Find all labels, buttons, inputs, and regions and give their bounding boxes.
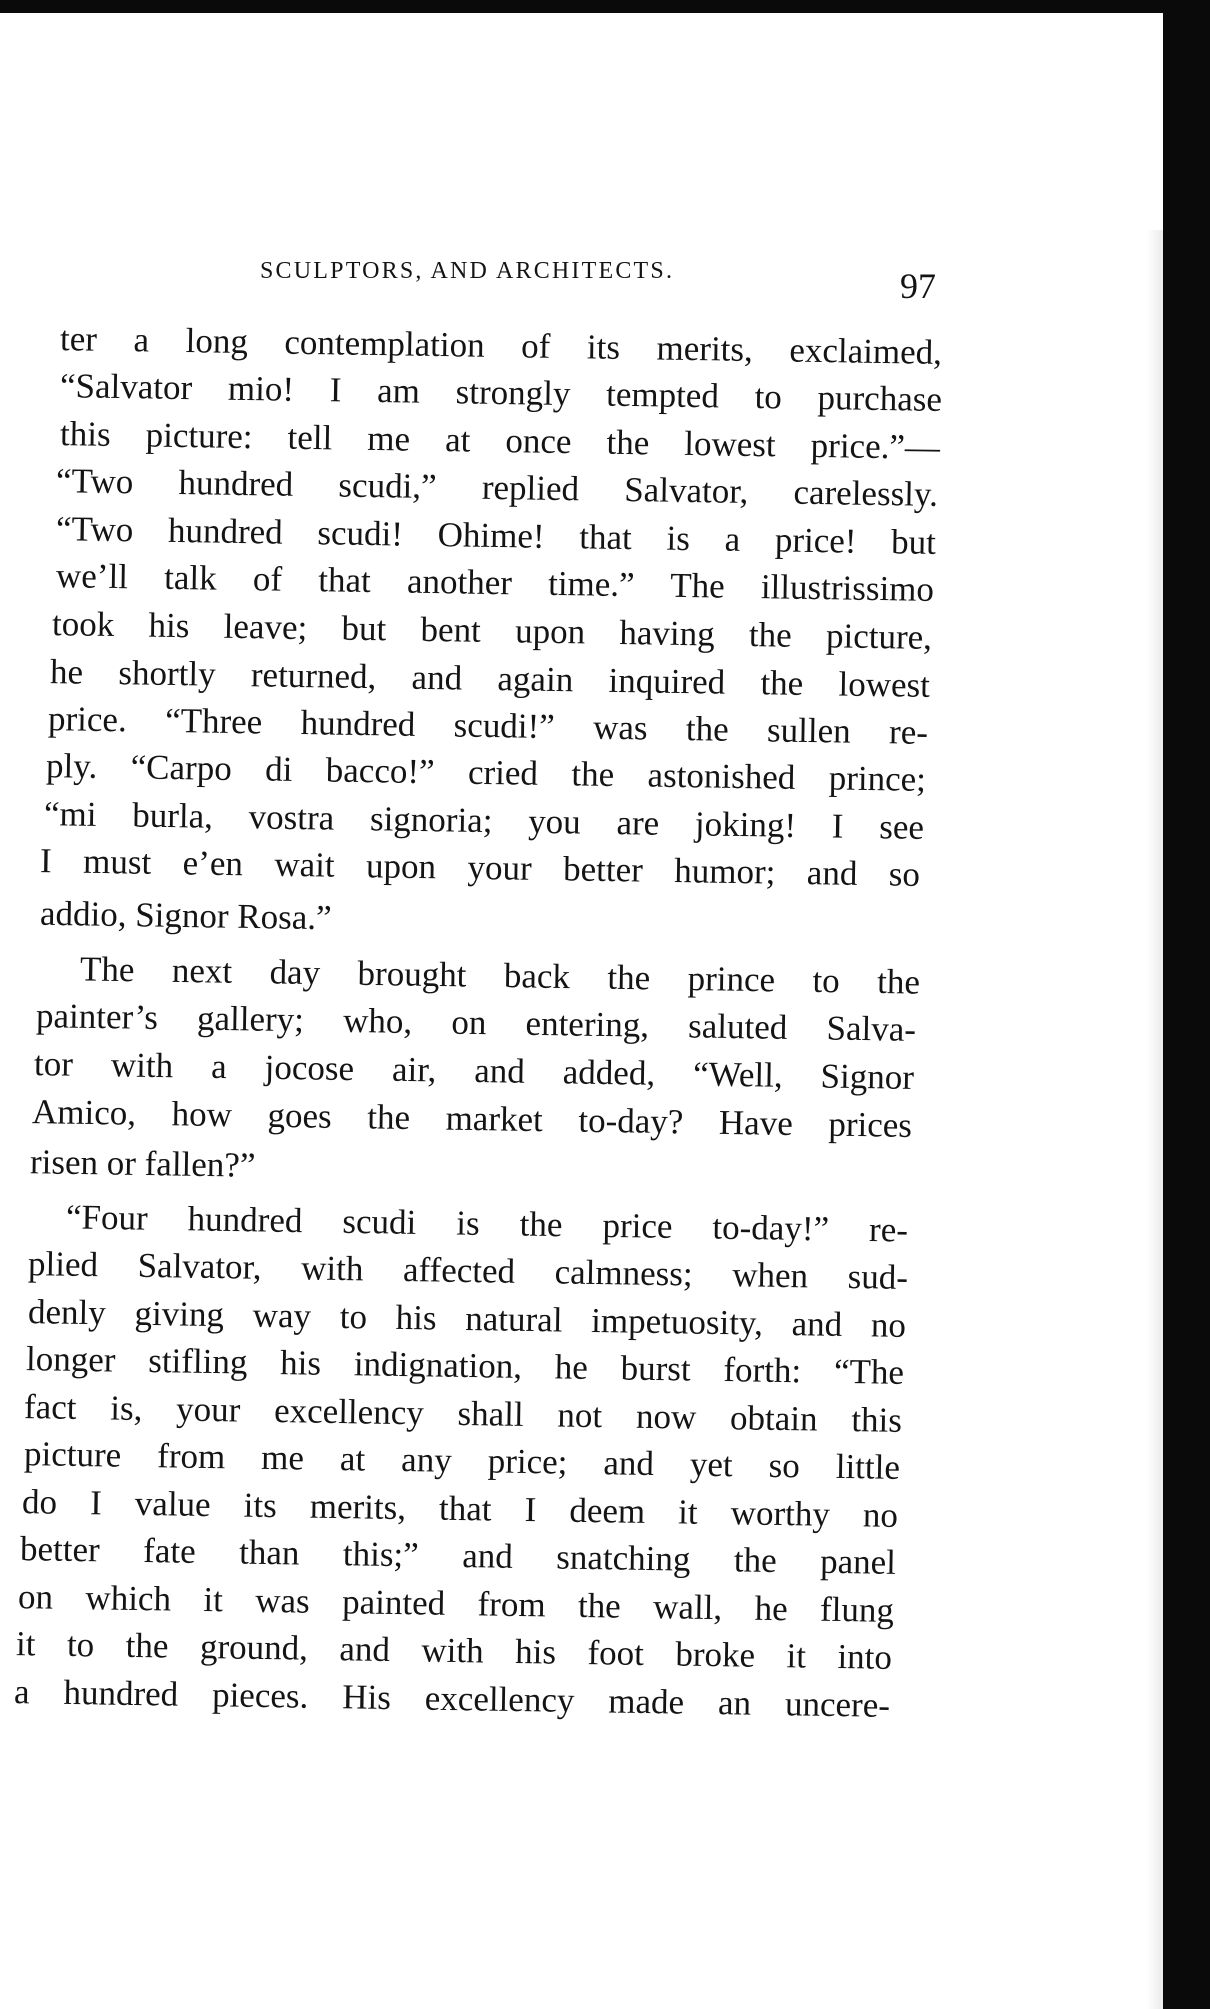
text-line: took his leave; but bent upon having the picture, [51,604,933,657]
scan-border-top [0,0,1210,13]
text-line: The next day brought back the prince to the [79,949,921,1002]
text-line: denly giving way to his natural impetuosity, and no [27,1292,907,1345]
page-number: 97 [900,266,936,306]
running-head: SCULPTORS, AND ARCHITECTS. [260,258,675,284]
text-line: better fate than this;” and snatching the panel [19,1529,897,1582]
text-line: Amico, how goes the market to-day? Have prices [31,1092,913,1145]
text-line: “Two hundred scudi,” replied Salvator, carelessly. [55,461,939,514]
text-line: addio, Signor Rosa.” [39,893,332,938]
text-line: he shortly returned, and again inquired the lowest [49,652,931,705]
text-line: we’ll talk of that another time.” The illustrissimo [55,556,935,609]
text-line: “Salvator mio! I am strongly tempted to purchase [59,366,943,419]
text-line: on which it was painted from the wall, he flung [17,1577,895,1630]
text-line: “Two hundred scudi! Ohime! that is a price! but [55,509,937,562]
text-line: price. “Three hundred scudi!” was the sullen re- [47,699,929,752]
text-line: ter a long contemplation of its merits, exclaimed, [59,319,943,372]
text-line: tor with a jocose air, and added, “Well, Signor [33,1044,915,1097]
text-line: plied Salvator, with affected calmness; when sud- [27,1244,909,1297]
text-line: ply. “Carpo di bacco!” cried the astonished prince; [45,746,927,799]
text-line: I must e’en wait upon your better humor; and so [39,841,921,894]
text-line: do I value its merits, that I deem it worthy no [21,1482,899,1535]
scan-border-right [1163,13,1210,2009]
text-line: painter’s gallery; who, on entering, saluted Salva- [35,996,917,1049]
text-line: picture from me at any price; and yet so little [23,1434,901,1487]
text-line: “mi burla, vostra signoria; you are joking! I see [43,794,925,847]
text-line: this picture: tell me at once the lowest price.”— [59,414,941,467]
text-line: it to the ground, and with his foot broke it into [15,1624,893,1677]
text-line: fact is, your excellency shall not now obtain this [23,1387,903,1440]
scan-shadow-right [1146,230,1163,2009]
text-line: “Four hundred scudi is the price to-day!” re- [65,1197,909,1250]
text-line: a hundred pieces. His excellency made an uncere- [13,1672,891,1725]
text-line: risen or fallen?” [29,1142,256,1185]
text-line: longer stifling his indignation, he burst forth: “The [25,1339,905,1392]
